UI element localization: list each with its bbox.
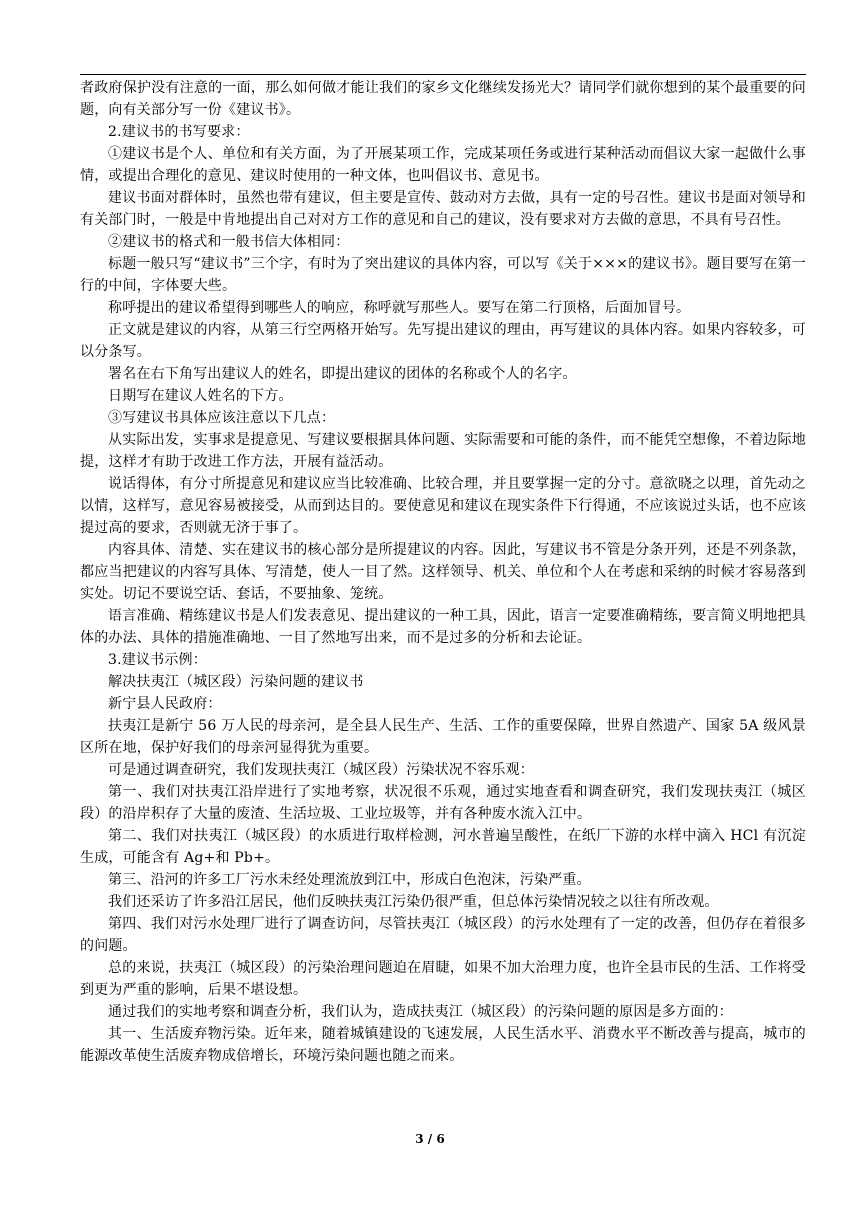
paragraph: 新宁县人民政府： xyxy=(108,696,222,712)
paragraph: 其一、生活废弃物污染。近年来，随着城镇建设的飞速发展，人民生活水平、消费水平不断改善与提高，城市的能源改革使生活废弃物成倍增长，环境污染问题也随之而来。 xyxy=(80,1026,806,1064)
paragraph: 3.建议书示例： xyxy=(108,652,207,668)
paragraph: 建议书面对群体时，虽然也带有建议，但主要是宣传、鼓动对方去做，具有一定的号召性。建议书是面对领导和有关部门时，一般是中肯地提出自己对对方工作的意见和自己的建议，没有要求对方去做的意思，不具有号召性。 xyxy=(80,190,806,228)
paragraph: 语言准确、精练建议书是人们发表意见、提出建议的一种工具，因此，语言一定要准确精练，要言简义明地把具体的办法、具体的措施准确地、一目了然地写出来，而不是过多的分析和去论证。 xyxy=(80,608,806,646)
paragraph: 标题一般只写“建议书”三个字，有时为了突出建议的具体内容，可以写《关于×××的建议书》。题目要写在第一行的中间，字体要大些。 xyxy=(80,256,806,294)
header-rule xyxy=(80,74,806,75)
paragraph: 总的来说，扶夷江（城区段）的污染治理问题迫在眉睫，如果不加大治理力度，也许全县市民的生活、工作将受到更为严重的影响，后果不堪设想。 xyxy=(80,960,806,998)
paragraph: 通过我们的实地考察和调查分析，我们认为，造成扶夷江（城区段）的污染问题的原因是多方面的： xyxy=(108,1004,733,1020)
page-number: 3 / 6 xyxy=(415,1132,445,1146)
paragraph: 第一、我们对扶夷江沿岸进行了实地考察，状况很不乐观，通过实地查看和调查研究，我们发现扶夷江（城区段）的沿岸积存了大量的废渣、生活垃圾、工业垃圾等，并有各种废水流入江中。 xyxy=(80,784,806,822)
paragraph: 第三、沿河的许多工厂污水未经处理流放到江中，形成白色泡沫，污染严重。 xyxy=(108,872,591,888)
paragraph: 日期写在建议人姓名的下方。 xyxy=(108,388,293,404)
paragraph: 解决扶夷江（城区段）污染问题的建议书 xyxy=(108,674,364,690)
paragraph: 我们还采访了许多沿江居民，他们反映扶夷江污染仍很严重，但总体污染情况较之以往有所改观。 xyxy=(108,894,719,910)
paragraph: ①建议书是个人、单位和有关方面，为了开展某项工作，完成某项任务或进行某种活动而倡议大家一起做什么事情，或提出合理化的意见、建议时使用的一种文体，也叫倡议书、意见书。 xyxy=(80,146,806,184)
paragraph: 可是通过调查研究，我们发现扶夷江（城区段）污染状况不容乐观： xyxy=(108,762,534,778)
paragraph: 说话得体，有分寸所提意见和建议应当比较准确、比较合理，并且要掌握一定的分寸。意欲晓之以理，首先动之以情，这样写，意见容易被接受，从而到达目的。要使意见和建议在现实条件下行得通，不应该说过头话，也不应该提过高的要求，否则就无济于事了。 xyxy=(80,476,806,536)
paragraph: 第二、我们对扶夷江（城区段）的水质进行取样检测，河水普遍呈酸性，在纸厂下游的水样中滴入 HCl 有沉淀生成，可能含有 Ag+和 Pb+。 xyxy=(80,828,806,866)
paragraph: 扶夷江是新宁 56 万人民的母亲河，是全县人民生产、生活、工作的重要保障，世界自然遗产、国家 5A 级风景区所在地，保护好我们的母亲河显得犹为重要。 xyxy=(80,718,806,756)
paragraph: ②建议书的格式和一般书信大体相同： xyxy=(108,234,350,250)
paragraph: 者政府保护没有注意的一面，那么如何做才能让我们的家乡文化继续发扬光大？请同学们就你想到的某个最重要的问题，向有关部分写一份《建议书》。 xyxy=(80,80,806,118)
paragraph: 从实际出发，实事求是提意见、写建议要根据具体问题、实际需要和可能的条件，而不能凭空想像，不着边际地提，这样才有助于改进工作方法，开展有益活动。 xyxy=(80,432,806,470)
paragraph: 第四、我们对污水处理厂进行了调查访问，尽管扶夷江（城区段）的污水处理有了一定的改善，但仍存在着很多的问题。 xyxy=(80,916,806,954)
document-body xyxy=(80,77,806,1067)
paragraph: 称呼提出的建议希望得到哪些人的响应，称呼就写那些人。要写在第二行顶格，后面加冒号。 xyxy=(108,300,691,316)
paragraph: 内容具体、清楚、实在建议书的核心部分是所提建议的内容。因此，写建议书不管是分条开列，还是不列条款，都应当把建议的内容写具体、写清楚，使人一目了然。这样领导、机关、单位和个人在考虑和采纳的时候才容易落到实处。切记不要说空话、套话，不要抽象、笼统。 xyxy=(80,542,806,602)
paragraph: 署名在右下角写出建议人的姓名，即提出建议的团体的名称或个人的名字。 xyxy=(108,366,577,382)
paragraph: 2.建议书的书写要求： xyxy=(108,124,250,140)
paragraph: ③写建议书具体应该注意以下几点： xyxy=(108,410,336,426)
paragraph: 正文就是建议的内容，从第三行空两格开始写。先写提出建议的理由，再写建议的具体内容。如果内容较多，可以分条写。 xyxy=(80,322,806,360)
